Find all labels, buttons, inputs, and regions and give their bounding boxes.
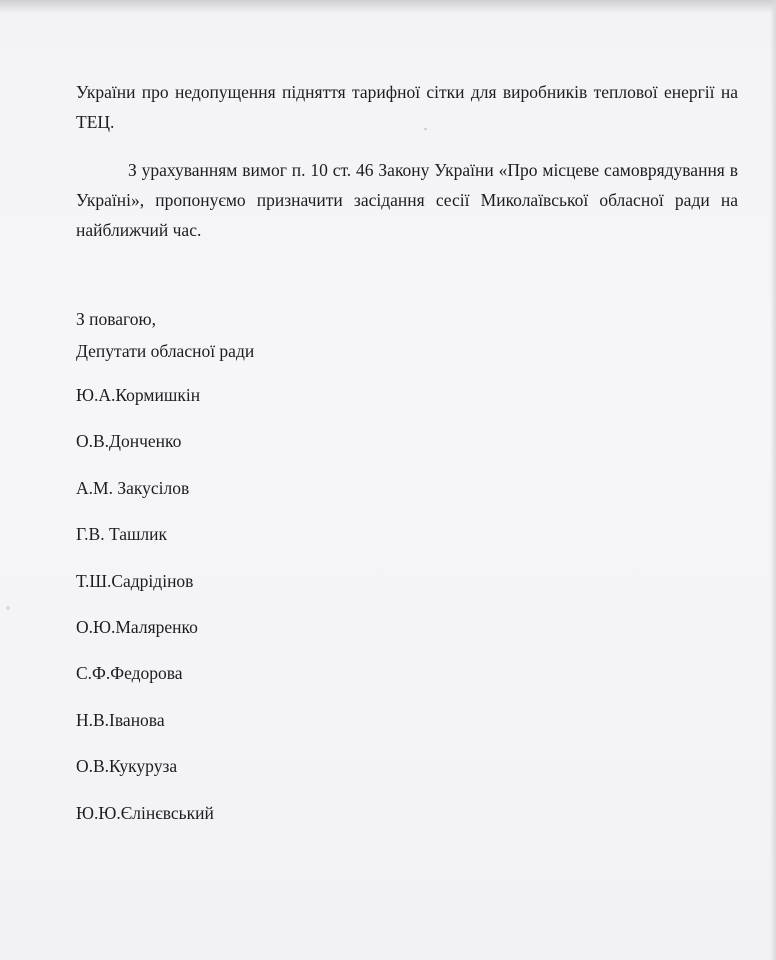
page-right-edge — [770, 0, 776, 960]
signer-name: Ю.А.Кормишкін — [76, 385, 201, 405]
signer-name: О.В.Донченко — [76, 431, 182, 452]
paragraph-1: України про недопущення підняття тарифної сітки для виробників теплової енергії на ТЕЦ. — [76, 82, 738, 132]
signers-list — [76, 380, 214, 844]
signer-name: Т.Ш.Садрідінов — [76, 570, 194, 591]
signature-title: Депутати обласної ради — [76, 341, 255, 361]
signer-name: О.Ю.Маляренко — [76, 616, 198, 637]
page-top-shadow — [0, 0, 776, 14]
signer-name: Н.В.Іванова — [76, 709, 165, 730]
signer-name: Ю.Ю.Єлінєвський — [76, 802, 214, 823]
closing-block — [76, 303, 738, 367]
signer-name: Г.В. Ташлик — [76, 524, 168, 545]
signer-name: А.М. Закусілов — [76, 477, 190, 498]
signer-name: С.Ф.Федорова — [76, 663, 183, 684]
closing-salutation: З повагою, — [76, 309, 156, 329]
paragraph-2: З урахуванням вимог п. 10 ст. 46 Закону України «Про місцеве самоврядування в Україні», пропонуємо призначити засідання сесії Миколаївської обласної ради на найближчий час. — [76, 160, 738, 240]
signer-name: О.В.Кукуруза — [76, 756, 178, 777]
paper-speck — [6, 606, 10, 610]
